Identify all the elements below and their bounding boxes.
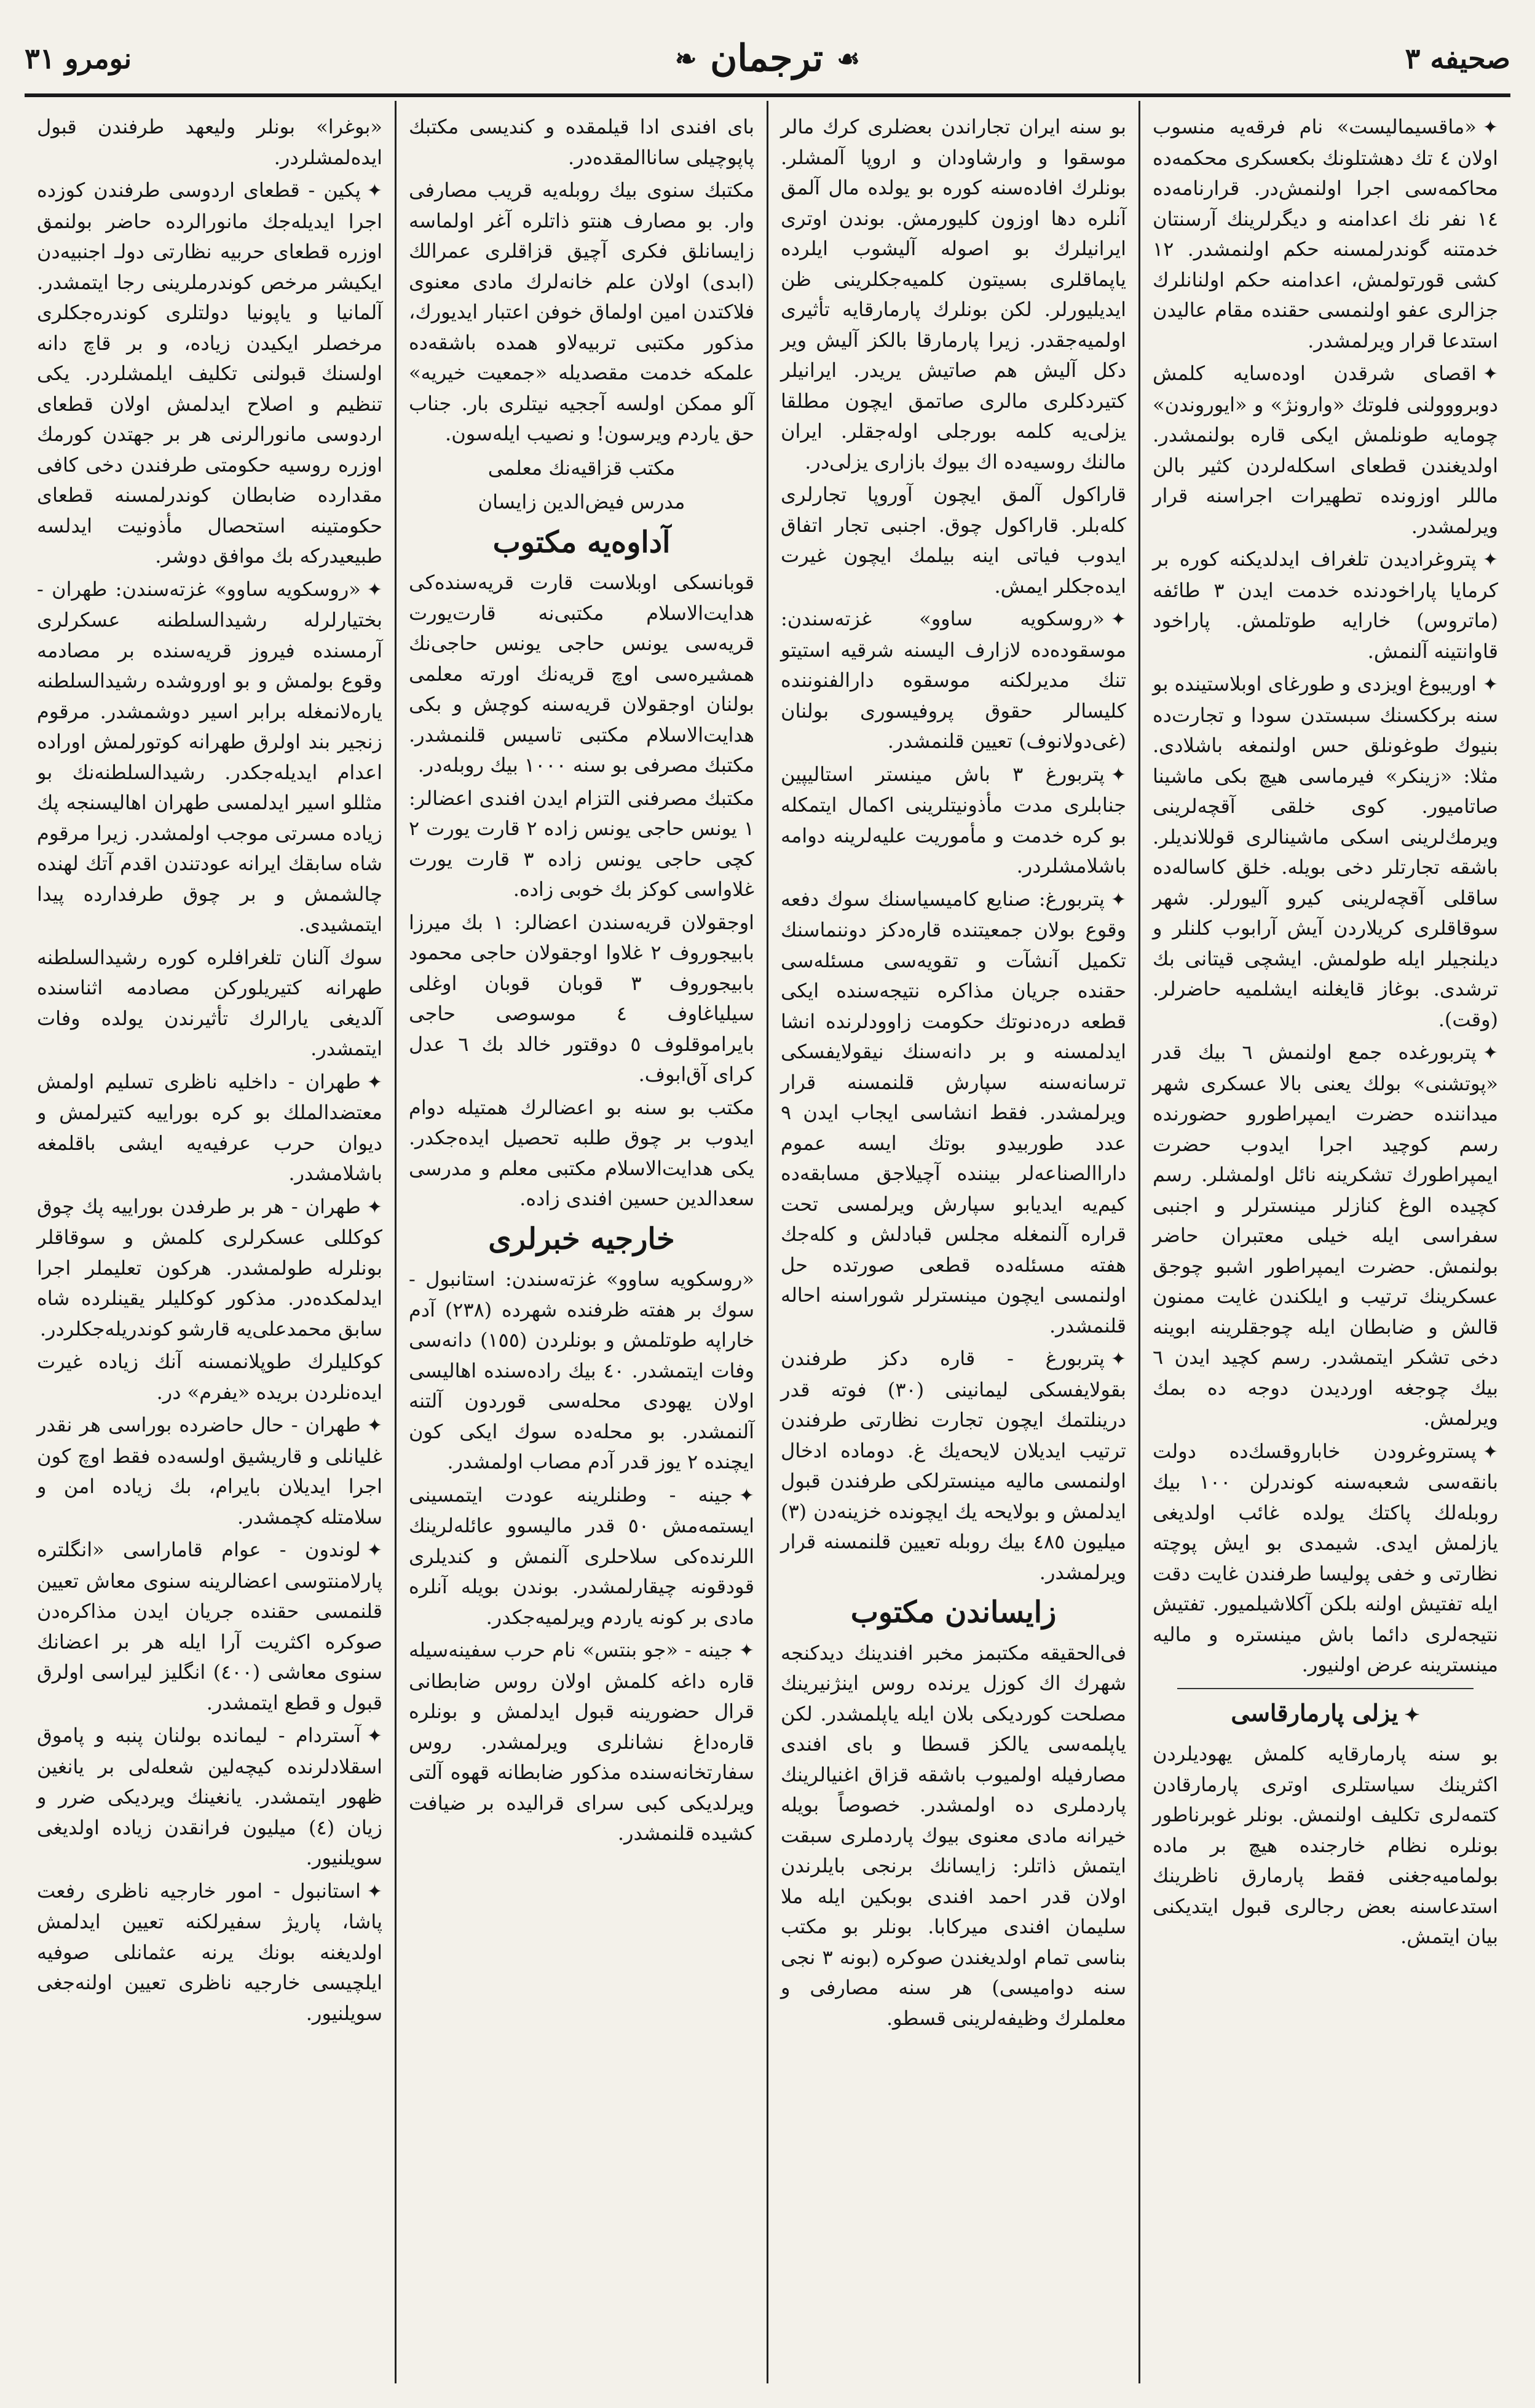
news-paragraph	[37, 1410, 382, 1532]
news-paragraph	[1153, 358, 1498, 542]
paragraph-text: مكتب قزاقیه‌نك معلمی	[487, 456, 676, 480]
paragraph-text: «روسكویه ساوو» غزته‌سندن: استانبول - سوك بر هفته ظرفنده شهرده (٢٣٨) آدم خاراپه طوتلمش و بونلردن (١٥٥) دانه‌سی وفات ایتمشدر. ٤٠ بیك راده‌سنده اهالیسی اولان یهودی محله‌سی قوردون آلتنه آلنمشدر. بو محله‌ده سوك ایكی كون ایچنده ٢ یوز قدر آدم مصاب اولمشدر.	[409, 1267, 755, 1473]
news-paragraph	[781, 1638, 1126, 2034]
news-paragraph	[409, 1635, 754, 1849]
newspaper-title-block	[675, 37, 860, 80]
paragraph-text: طهران - حال حاضرده بوراسی هر نقدر غلیانلی و قاریشیق اولسه‌ده فقط اوچ كون اجرا ایدیلان بایرام، بك زیاده امن و سلامتله كچمشدر.	[37, 1413, 382, 1529]
ornament-icon: ☙	[837, 43, 860, 74]
news-paragraph	[781, 884, 1126, 1342]
news-paragraph	[781, 759, 1126, 882]
columns	[25, 101, 1510, 2383]
news-paragraph	[37, 1067, 382, 1189]
paragraph-text: مدرس فیض‌الدین زایسان	[478, 490, 685, 513]
paragraph-text: بای افندی ادا قیلمقده و كندیسی مكتبك پاپوچیلی ساناالمقده‌در.	[409, 115, 754, 169]
paragraph-text: زایساندن مكتوب	[850, 1595, 1057, 1630]
paragraph-text: خارجیه خبرلری	[488, 1221, 675, 1256]
paragraph-text: بو سنه ایران تجاراندن بعضلری كرك مالر موسقوا و وارشاودان و اروپا آلمشلر. بونلرك افاده‌سنه كوره بو یولده مال آلمق آنلره دها اوزون كلیورمش. بوندن اوتری ایرانیلرك بو اصوله آلیشوب ایلرده یاپماقلری بسیتون كلمیه‌جكلرینی ظن ایدیلیورلر. لكن بونلرك پارمارقایه تأثیری اولمیه‌جقدر. زیرا پارمارقا بالكز آلیش ویر دكل آلیش هم صاتیش یریدر. ایرانیلر كتیردكلری مالری صاتمق ایچون مطلقا یزلی‌یه كلمه بورجلی اوله‌جقلر. ایران مالنك روسیه‌ده اك بیوك بازاری یزلی‌در.	[781, 115, 1126, 473]
news-paragraph	[37, 1192, 382, 1345]
paragraph-text: پتربورغ ٣ باش مینستر استالیپین جنابلری مدت مأذونیتلرینی اكمال ایتمكله بو كره خدمت و مأموریت علیه‌لرینه دوامه باشلامشلردر.	[781, 762, 1126, 877]
masthead	[25, 25, 1510, 92]
paragraph-text: قوبانسكی اوبلاست قارت قریه‌سنده‌كی هدایت‌الاسلام مكتبی‌نه قارت‌یورت قریه‌سی یونس حاجی یونس حاجی‌نك همشیره‌سی اوچ قریه‌نك اورته معلمی بولنان اوجقولان قریه‌سنه كوچش و بكی هدایت‌الاسلام مكتبی تاسیس قلنمشدر. مكتبك مصرفی بو سنه ١٠٠٠ بیك روبله‌در.	[409, 571, 754, 777]
star-bullet-icon: ✦	[738, 1484, 754, 1507]
paragraph-text: اقصای شرقدن اوده‌سایه كلمش دوبرووولنی فلوتك «وارونژ» و «ایوروندن» چومایه طونلمش ایكی قاره بولنمشدر. اولدیغندن قطعای اسكله‌لردن كثیر بالن ماللر اوزونده تطهیرات اجراسنه قرار ویرلمشدر.	[1153, 362, 1498, 538]
news-paragraph	[409, 1264, 754, 1478]
paragraph-text: «روسكویه ساوو» غزته‌سندن: موسقوده‌ده لازارف الیسنه شرقیه استیتو تنك مدیرلكنه موسقوه دارالفنوننده كلیسالر حقوق پروفیسوری بولنان (غی‌دو‌لانوف) تعیین قلنمشدر.	[781, 607, 1126, 753]
section-heading	[409, 525, 754, 560]
news-paragraph	[1153, 1739, 1498, 1952]
news-paragraph	[1153, 544, 1498, 667]
section-heading	[1153, 1698, 1498, 1731]
news-paragraph	[781, 112, 1126, 477]
paragraph-text: یزلی پارمارقاسی	[1231, 1698, 1399, 1727]
news-paragraph	[37, 574, 382, 940]
paragraph-text: اوجقولان قریه‌سندن اعضالر: ١ بك میرزا بابیجوروف ٢ غلاوا اوجقولان حاجی محمود بابیجوروف ٣ قوبان قوبان اوغلی سیلیاغاوف ٤ موسوصی حاجی بایراموقلوف ٥ دوقتور خالد بك ٦ عدل كرای آق‌ابوف.	[409, 910, 755, 1086]
paragraph-text: اوریبوغ اویزدی و طورغای اوبلاستینده بو سنه برككسنك سبستدن سودا و تجارت‌ده بنیوك طوغونلق حس اولنمغه باشلادی. مثلا: «زینكر» فیرماسی هیچ بكی ماشینا صاتامیور. كوی خلقی آقچه‌لرینی ویرمك‌لرینی اسكی ماشینالری قوللاندیلر. باشقه تجارتلر دخی بویله. خلق كاساله‌ده ساقلی آقچه‌لرینی كیرو آلیورلر. شهر سوقاقلری كریلاردن آیش آرابوب كلنلر و دیلنجیلر ایله طولمش. ایشچی قیتانی بك ترشدی. بوغاز قایغلنه ایشلمیه حاضرلر. (وقت).	[1153, 672, 1498, 1031]
paragraph-text: قاراكول آلمق ایچون آوروپا تجارلری كله‌بلر. قاراكول چوق. اجنبی تجار اتفاق ایدوب فیاتی اینه بیلمك ایچون غیرت ایده‌جكلر ایمش.	[781, 483, 1126, 598]
signature-line	[409, 453, 754, 484]
newspaper-title: ترجمان	[710, 37, 824, 80]
star-bullet-icon: ✦	[1110, 1349, 1126, 1370]
column-1	[1138, 101, 1510, 2383]
section-heading	[409, 1221, 754, 1256]
paragraph-text: پتربورغ - قاره‌ دكز طرفندن بقو‌لایفسكی لیمانینی (٣٠) فوته قدر درینلتمك ایچون تجارت نظارتی طرفندن ترتیب ایدیلان لایحه‌یك غ. دوماده ادخال اولنمسی مالیه مینسترلكی طرفندن قبول ایدلمش و بولایحه‌ یك ایچونده خزینه‌دن (٣) میلیون ٤٨٥ بیك روبله تعیین قلنمسنه قرار ویرلمشدر.	[781, 1347, 1127, 1584]
news-paragraph	[409, 783, 754, 905]
paragraph-text: طهران - داخلیه ناظری تسلیم اولمش معتضدالملك بو كره بوراییه كتیرلمش و دیوان حرب عرفیه‌یه ایشی باقلمغه باشلامشدر.	[37, 1069, 382, 1185]
news-paragraph	[37, 112, 382, 173]
paragraph-text: كوكلیلرك طوپلانمسنه آنك زیاده غیرت ایده‌نلردن بریده «یفرم» در.	[37, 1350, 382, 1404]
star-bullet-icon: ✦	[366, 1071, 382, 1093]
paragraph-text: آداوه‌یه مكتوب	[492, 525, 671, 560]
news-paragraph	[1153, 1037, 1498, 1434]
news-paragraph	[781, 1344, 1126, 1588]
star-bullet-icon: ✦	[738, 1640, 754, 1661]
star-bullet-icon: ✦	[1482, 117, 1498, 138]
news-paragraph	[781, 604, 1126, 757]
star-bullet-icon: ✦	[366, 180, 382, 202]
paragraph-text: پكین - قطعای اردوسی طرفندن كوزده اجرا ایدیله‌جك مانورالرده حاضر بولنمق اوزره قطعای حربیه نظارتی دولـ اجنبیه‌دن ایكیشر مرخص كوندرملرینی رجا ایتمشدر. آلمانیا و یاپونیا دولتلری كوندره‌جكلری مرخصلر ایكیدن زیاده، و بر قاچ دانه اولسنك قبولنی تكلیف ایلمشلردر. یكی تنظیم و اصلاح ایدلمش اولان قطعای اردوسی مانورالرنی هر بر جهتدن كورمك اوزره روسیه حكومتی طرفندن دخی كافی مقدارده ضابطان كوندرلمسنه قطعای حكومتینه استحصال مأذونیت ایدلسه طبیعیدركه بك موافق دوشر.	[37, 178, 382, 568]
section-divider	[1177, 1688, 1474, 1689]
star-bullet-icon: ✦	[366, 1196, 382, 1218]
column-3	[395, 101, 767, 2383]
news-paragraph	[37, 943, 382, 1064]
star-bullet-icon: ✦	[1482, 674, 1498, 695]
star-bullet-icon: ✦	[1482, 1441, 1498, 1463]
star-bullet-icon: ✦	[366, 1880, 382, 1903]
paragraph-text: سوك آلنان تلغرافلره كوره رشیدالسلطنه طهرانه كتیریلوركن مصادمه اثنا‌سنده آلدیغی یارالرك تأثیرندن یولده وفات ایتمشدر.	[37, 945, 382, 1060]
news-paragraph	[37, 1347, 382, 1408]
paragraph-text: استانبول - امور خارجیه ناظری رفعت پاشا، پاریژ سفیرلكنه تعیین ایدلمش اولدیغنه بونك یرنه عثمانلی صوفیه ایلچیسی خارجیه ناظری تعیین اولنه‌جغی سویلنیور.	[37, 1879, 382, 2025]
news-paragraph	[1153, 669, 1498, 1035]
news-paragraph	[37, 1876, 382, 2029]
paragraph-text: مكتبك مصرفنی التزام ایدن افندی اعضالر: ١ یونس حاجی یونس زاده ٢ قارت یورت ٢ كچی حاجی یونس زاده ٣ قارت یورت غلاواسی كوكز بك خوبی زاده.	[409, 786, 755, 901]
star-bullet-icon: ✦	[1110, 889, 1126, 911]
ornament-icon: ❧	[675, 43, 697, 74]
news-paragraph	[1153, 112, 1498, 356]
paragraph-text: آستردام - لیمانده بولنان پنبه و پاموق اسقلادلرنده كیچه‌لین شعله‌لی بر یانغین ظهور ایتمشدر. یانغینك ویردیكی ضرر و زیان (٤) میلیون فرانقدن زیاده اولدیغی سویلنیور.	[37, 1724, 383, 1869]
news-paragraph	[1153, 1436, 1498, 1681]
star-bullet-icon: ✦	[1482, 363, 1498, 385]
section-heading	[781, 1595, 1126, 1630]
paragraph-text: «روسكویه ساوو» غزته‌سندن: طهران - بختیارلرله رشیدالسلطنه عسكرلری آرمسنده فیروز قریه‌سنده بر مصادمه وقوع بولمش و بو اوروشده رشیدالسلطنه یاره‌لانمغله برابر اسیر دوشمشدر. مرقوم زنجیر بند اولرق طهرانه كوتورلمش اوراده اعدام ایدیله‌جكدر. رشیدالسلطنه‌نك بو مثللو اسیر ایدلمسی طهران اهالیسنجه پك زیاده مسرتی موجب اولمشدر. زیرا مرقوم شاه سابقك ایرانه عودتندن اقدم آتك لهنده چالشمش و بر چوق طرفدارده پیدا ایتمشیدی.	[37, 577, 383, 936]
paragraph-text: «ماقسيماليست» نام فرقه‌يه منسوب اولان ٤ تك دهشتلونك بكعسكری محكمه‌ده محاكمه‌سی اجرا اولنمش‌در. قرارنامه‌ده ١٤ نفر نك اعدامنه و دیگرلرینك آرسنتان خدمتنه گوندرلمسنه حكم اولنمشدر. ١٢ كشی قورتولمش، اعدامنه حكم اولنانلرك جزالری عفو اولنمسی حقنده مقام عالیدن استدعا قرار ویرلمشدر.	[1153, 115, 1499, 352]
column-4	[25, 101, 395, 2383]
star-bullet-icon: ✦	[366, 579, 382, 601]
paragraph-text: جینه - «جو بنتس» نام حرب سفینه‌سیله قاره داغه كلمش اولان روس ضابطانی قرال حضورینه قبول ایدلمش و بو‌نلره قاره‌داغ نشانلری ویرلمشدر. روس سفارتخانه‌سنده مذكور ضابطانه قهوه آلتی ویرلدیكی كبی سرای قرالیده بر ضیافت كشیده قلنمشدر.	[409, 1638, 754, 1845]
paragraph-text: پتربورغ: صنایع كامیسیاسنك سوك دفعه وقوع بولان جمعیتنده قاره‌دكز دوننماسنك تكمیل آنشآت و تقویه‌سی مسئله‌سی حقنده جریان مذاكره نتیجه‌سنده ایكی قطعه دره‌دنوتك حكومت زاوودلرنده انشا ایدلمسنه و بر دانه‌سنك نیقولایفسكی ترسانه‌سنه سپارش قلنمسنه قرار ویرلمشدر. فقط انشاسی ایجاب ایدن ٩ عدد طوربیدو بوتك ایسه عموم داراالصناعه‌لر بیننده آچیلاجق مسابقه‌ده كیم‌یه ایدیابو سپارش ویرلمسی تحت قراره آلنمغله مجلس قبادلش و كله‌جك هفته مسئله‌ده قطعی صورتده حل اولنمسی ایچون مینسترلر شوراسنه احاله قلنمشدر.	[781, 887, 1126, 1337]
news-paragraph	[409, 568, 754, 781]
star-bullet-icon: ✦	[1110, 609, 1126, 630]
paragraph-text: طهران - هر بر طرفدن بوراییه پك چوق كوكللی عسكرلری كلمش و سوقاقلر بونلرله طولمشدر. هركون تعلیملر اجرا ایدلمكده‌در. مذكور كوكلیلر یقینلرده شاه سابق محمدعلی‌یه قارشو كوندریله‌جكلردر.	[37, 1194, 382, 1341]
news-paragraph	[409, 1093, 754, 1214]
paragraph-text: پتربورغده جمع اولنمش ٦ بیك قدر «پوتشنی» بولك یعنی بالا عسكری شهر میداننده حضرت ایمپراطورو حضورنده رسم كوچید اجرا ایدوب حضرت ایمپراطورك تشكرینه نائل اولمشلر. رسم كچیده الوغ كنازلر مینسترلر و اجنبی سفراسی ایله خیلی معتبران حاضر بولنمش. حضرت ایمپراطور اشبو چوجق عسكرینك ترتیب و ایلكندن غایت ممنون قالش و ضابطان ایله چوجقلرینه ابوینه دخی تشكر ایتمشدر. رسم كچید ایدن ٦ بیك چوجغه اوردیدن دوجه ده بمك ویرلمش.	[1153, 1040, 1498, 1430]
news-paragraph	[37, 1535, 382, 1718]
star-bullet-icon: ✦	[366, 1415, 382, 1436]
header-rule	[25, 93, 1510, 97]
news-paragraph	[409, 112, 754, 173]
star-bullet-icon: ✦	[1482, 549, 1498, 571]
paragraph-text: بو سنه پارمارقایه كلمش یهودیلردن اكثرینك سیاستلری اوتری پارمارقادن كتمه‌لری تكلیف اولنمش. بونلر غوبرناطور بونلره نظام خارجنده هیچ بر ماده بولمامیه‌جغنی فقط پارمارق ناظرینك استدعاسنه بعض رجالری قبول ایتدیكنی بیان ایتمش.	[1153, 1742, 1498, 1948]
paragraph-text: مكتبك سنوی بیك روبله‌یه قریب مصارفی وار. بو مصارف هنتو ذاتلره آغر اولماسه زایسانلق فكری آچیق قزاقلری عمرالك (ابدی) اولان علم خانه‌لرك مادی معنوی فلاكتدن امین اولماق خوفن اعتبار ایدیورك، مذكور مكتبی تربیه‌لاو همده باشقه‌ده علمكه خدمت مقصدیله «جمعیت خیریه» آلو ممكن اولسه آججیه نیتلری بار. جناب حق یاردم ویرسون! و نصیب ایله‌سون.	[409, 178, 754, 445]
paragraph-text: پتروغرادیدن تلغراف ایدلدیكنه كوره بر كرمایا پاراخودنده خدمت ایدن ٣ طائفه (ماتروس) خارایه طوتلمش. پاراخود قاوانتینه آلنمش.	[1153, 547, 1499, 663]
star-bullet-icon: ✦	[366, 1540, 382, 1561]
star-bullet-icon: ✦	[1404, 1704, 1420, 1726]
signature-line	[409, 487, 754, 518]
news-paragraph	[37, 1721, 382, 1874]
paragraph-text: مكتب بو سنه بو اعضالرك همتیله دوام ایدوب بر چوق طلبه تحصیل ایده‌جكدر. یكی هدایت‌الاسلام مكتبی معلم و مدرسی سعدالدین حسین افندی زاده.	[409, 1095, 754, 1210]
issue-number: نومرو ٣١	[25, 42, 132, 75]
paragraph-text: جینه - وطنلرینه عودت ایتمسینی ایستمه‌مش ٥٠ قدر مالیسوو عائله‌لرینك اللرنده‌كی سلاحلری آلنمش و كندیلری قودقونه چیقارلمشدر. بوندن بویله آنلره مادی بر كونه یاردم ویرلمیه‌جكدر.	[409, 1483, 755, 1629]
paragraph-text: فی‌الحقیقه مكتبمز مخبر افندینك دیدكنجه شهرك اك كوزل یرنده روس اینژنیرینك مصلحت كوردیكی بلان ایله یاپلمشدر. لكن یاپلمه‌سی یالكز قسطا و بای افندی مصارفیله اولمیوب باشقه قزاق اغنیالرینك پاردملری ده اولمشدر. خصوصاً بویله خیرانه مادی معنوی بیوك پاردملری سبقت ایتمش ذاتلر: زایسانك برنجی بایلرندن اولان قدر احمد افندی بوبكین ایله ملا سلیمان افندی میركابا. بونلر بو مكتب بناسی تمام اولدیغندن صوكره (بونه ٣ نجی سنه دوامیسی) هر سنه مصارفی و معلملرك وظیفه‌لرینی قسطو.	[781, 1641, 1127, 2030]
news-paragraph	[409, 1480, 754, 1633]
paragraph-text: «بوغرا» بونلر ولیعهد طرفندن قبول ایده‌لمشلردر.	[37, 115, 382, 169]
news-paragraph	[409, 175, 754, 450]
page-number: صحيفه ٣	[1405, 42, 1510, 75]
star-bullet-icon: ✦	[1110, 764, 1126, 786]
star-bullet-icon: ✦	[1482, 1042, 1499, 1064]
news-paragraph	[781, 480, 1126, 601]
paragraph-text: لوندون - عوام قاماراسی «انگلتره پارلامنتوسی اعضالرینه سنوی معاش تعیین قلنمسی حقنده جریان ایدن مذاكره‌دن صوكره اكثریت آرا ایله هر بر اعضانك سنوی معاشی (٤٠٠) انگلیز لیراسی اولرق قبول و قطع ایتمشدر.	[37, 1538, 383, 1714]
paragraph-text: پسترو‌غرودن خابارو‌قسك‌ده دولت بانقه‌سی شعبه‌سنه كوندرلن ١٠٠ بیك روبله‌لك پاكتك یولده غائب اولدیغی یازلمش ایدی. شیمدی بو ایش پوچته نظارتی و خفی پولیسا طرفندن غایت دقت ایله تفتیش اولنه‌ بلكن آكلاشیلمیور. تفتیش نتیجه‌لری دائما باش مینستره و مالیه مینسترینه عرض او‌لنیور.	[1153, 1439, 1499, 1676]
news-paragraph	[409, 908, 754, 1090]
column-2	[767, 101, 1138, 2383]
news-paragraph	[37, 175, 382, 572]
star-bullet-icon: ✦	[366, 1725, 382, 1747]
